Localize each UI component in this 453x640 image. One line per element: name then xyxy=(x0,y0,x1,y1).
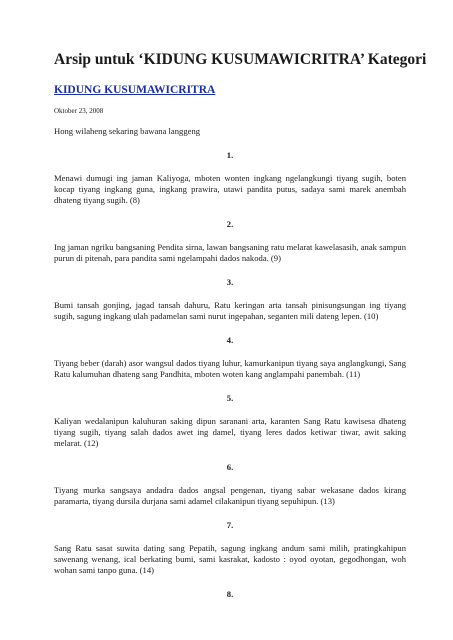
stanza xyxy=(54,520,406,576)
document-page xyxy=(54,50,427,612)
category-link[interactable]: KIDUNG KUSUMAWICRITRA xyxy=(54,84,216,96)
stanza-number: 8. xyxy=(226,589,234,599)
stanza-text: Menawi dumugi ing jaman Kaliyoga, mboten wonten ingkang ngelangkungi tiyang sugih, boten kocap tiyang ingkang guna, ingkang prawira, utawi pandita putus, sadaya sami marek anembah dhateng tiyang sugih. (8) xyxy=(54,173,406,205)
stanza-text: Kaliyan wedalanipun kaluhuran saking dipun saranani arta, karanten Sang Ratu kawisesa dhateng tiyang sugih, tiyang salah dados awet ing damel, tiyang leres dados ketiwar tiwar, awit saking melarat. (12) xyxy=(54,416,406,448)
stanza-text: Bumi tansah gonjing, jagad tansah dahuru, Ratu keringan arta tansah pinisungsungan ing tiyang sugih, sagung ingkang ulah padamelan sami nurut ingepahan, seganten mili dateng lepen. (10) xyxy=(54,300,406,321)
stanza-text: Sang Ratu sasat suwita dating sang Pepatih, sagung ingkang andum sami milih, pratingkahipun sawenang wenang, ical berkating bumi, sami kasrakat, kadosto : oyod oyotan, gegodhongan, woh wohan sami tanpo guna. (14) xyxy=(54,543,406,575)
stanza-text: Tiyang beber (darah) asor wangsul dados tiyang luhur, kamurkanipun tiyang saya anglangkungi, Sang Ratu kalumuhan dhateng sang Pandhita, mboten woten kang anglampahi panembah. (11) xyxy=(54,358,406,379)
stanza-number: 1. xyxy=(226,150,234,160)
post-date: Oktober 23, 2008 xyxy=(54,107,104,115)
stanza-number: 4. xyxy=(226,335,234,345)
stanza-number: 3. xyxy=(226,277,234,287)
intro-line: Hong wilaheng sekaring bawana langgeng xyxy=(54,126,201,136)
stanza xyxy=(54,462,406,507)
stanza-number: 7. xyxy=(226,520,234,530)
stanza xyxy=(54,335,406,380)
stanza-text: Ing jaman ngriku bangsaning Pendita sirna, lawan bangsaning ratu melarat kawelasasih, anak sampun purun di pitenah, para pandita sami ngelampahi dados nakoda. (9) xyxy=(54,242,406,263)
stanza-number: 6. xyxy=(226,462,234,472)
stanza xyxy=(54,589,406,600)
page-title: Arsip untuk ‘KIDUNG KUSUMAWICRITRA’ Kategori xyxy=(54,51,427,68)
stanza xyxy=(54,150,406,206)
stanza-number: 5. xyxy=(226,393,234,403)
stanza xyxy=(54,277,406,322)
stanza xyxy=(54,219,406,264)
stanza-number: 2. xyxy=(226,219,234,229)
stanza-text: Tiyang murka sangsaya andadra dados angsal pengenan, tiyang sabar wekasane dados kirang paramarta, tiyang dursila durjana sami adamel cilakanipun tiyang sepuhipun. (13) xyxy=(54,485,406,506)
stanza xyxy=(54,393,406,449)
